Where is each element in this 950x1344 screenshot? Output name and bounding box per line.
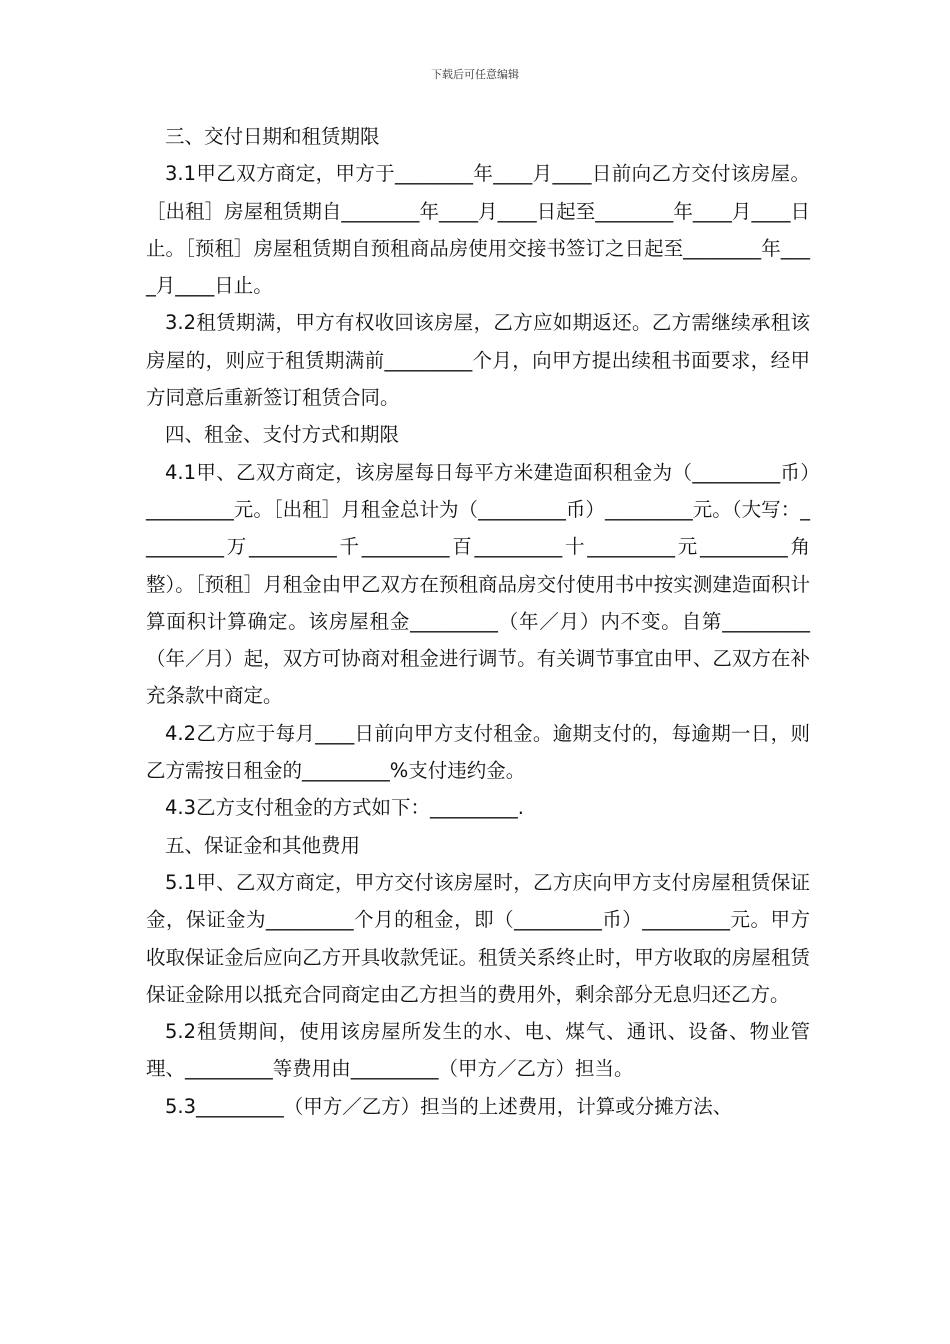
section-heading-5: 五、保证金和其他费用: [165, 833, 361, 857]
clause-3-1: 3.1甲乙双方商定，甲方于________年____月____日前向乙方交付该房屋。［出租］房屋租赁期自________年____月____日起至________年____月____日止。［预租］房屋租赁期自预租商品房使用交接书签订之日起至________年____月____日止。: [146, 162, 810, 298]
section-heading-4: 四、租金、支付方式和期限: [165, 423, 400, 447]
section-heading-3: 三、交付日期和租赁期限: [165, 125, 380, 148]
document-body: [146, 118, 810, 1125]
clause-5-2: 5.2租赁期间，使用该房屋所发生的水、电、煤气、通讯、设备、物业管理、_________等费用由_________（甲方／乙方）担当。: [146, 1020, 810, 1081]
clause-5-3: 5.3_________（甲方／乙方）担当的上述费用，计算或分摊方法、: [165, 1094, 733, 1118]
clause-5-1: 5.1甲、乙双方商定，甲方交付该房屋时，乙方庆向甲方支付房屋租赁保证金，保证金为_________个月的租金，即（_________币）_________元。甲方收取保证金后应向乙方开具收款凭证。租赁关系终止时，甲方收取的房屋租赁保证金除用以抵充合同商定由乙方担当的费用外，剩余部分无息归还乙方。: [146, 870, 810, 1006]
clause-3-2: 3.2租赁期满，甲方有权收回该房屋，乙方应如期返还。乙方需继续承租该房屋的，则应于租赁期满前_________个月，向甲方提出续租书面要求，经甲方同意后重新签订租赁合同。: [146, 311, 810, 410]
clause-4-1: 4.1甲、乙双方商定，该房屋每日每平方米建造面积租金为（_________币）_________元。［出租］月租金总计为（_________币）_________元。（大写：_________万_________千_________百_________十_________元_________角整）。［预租］月租金由甲乙双方在预租商品房交付使用书中按实测建造面积计算面积计算确定。该房屋租金_________（年／月）内不变。自第_________（年／月）起，双方可协商对租金进行调节。有关调节事宜由甲、乙双方在补充条款中商定。: [146, 460, 810, 708]
clause-4-2: 4.2乙方应于每月____日前向甲方支付租金。逾期支付的，每逾期一日，则乙方需按日租金的_________%支付违约金。: [146, 721, 810, 783]
page-header: 下载后可任意编辑: [431, 68, 519, 81]
clause-4-3: 4.3乙方支付租金的方式如下：_________.: [165, 796, 524, 820]
